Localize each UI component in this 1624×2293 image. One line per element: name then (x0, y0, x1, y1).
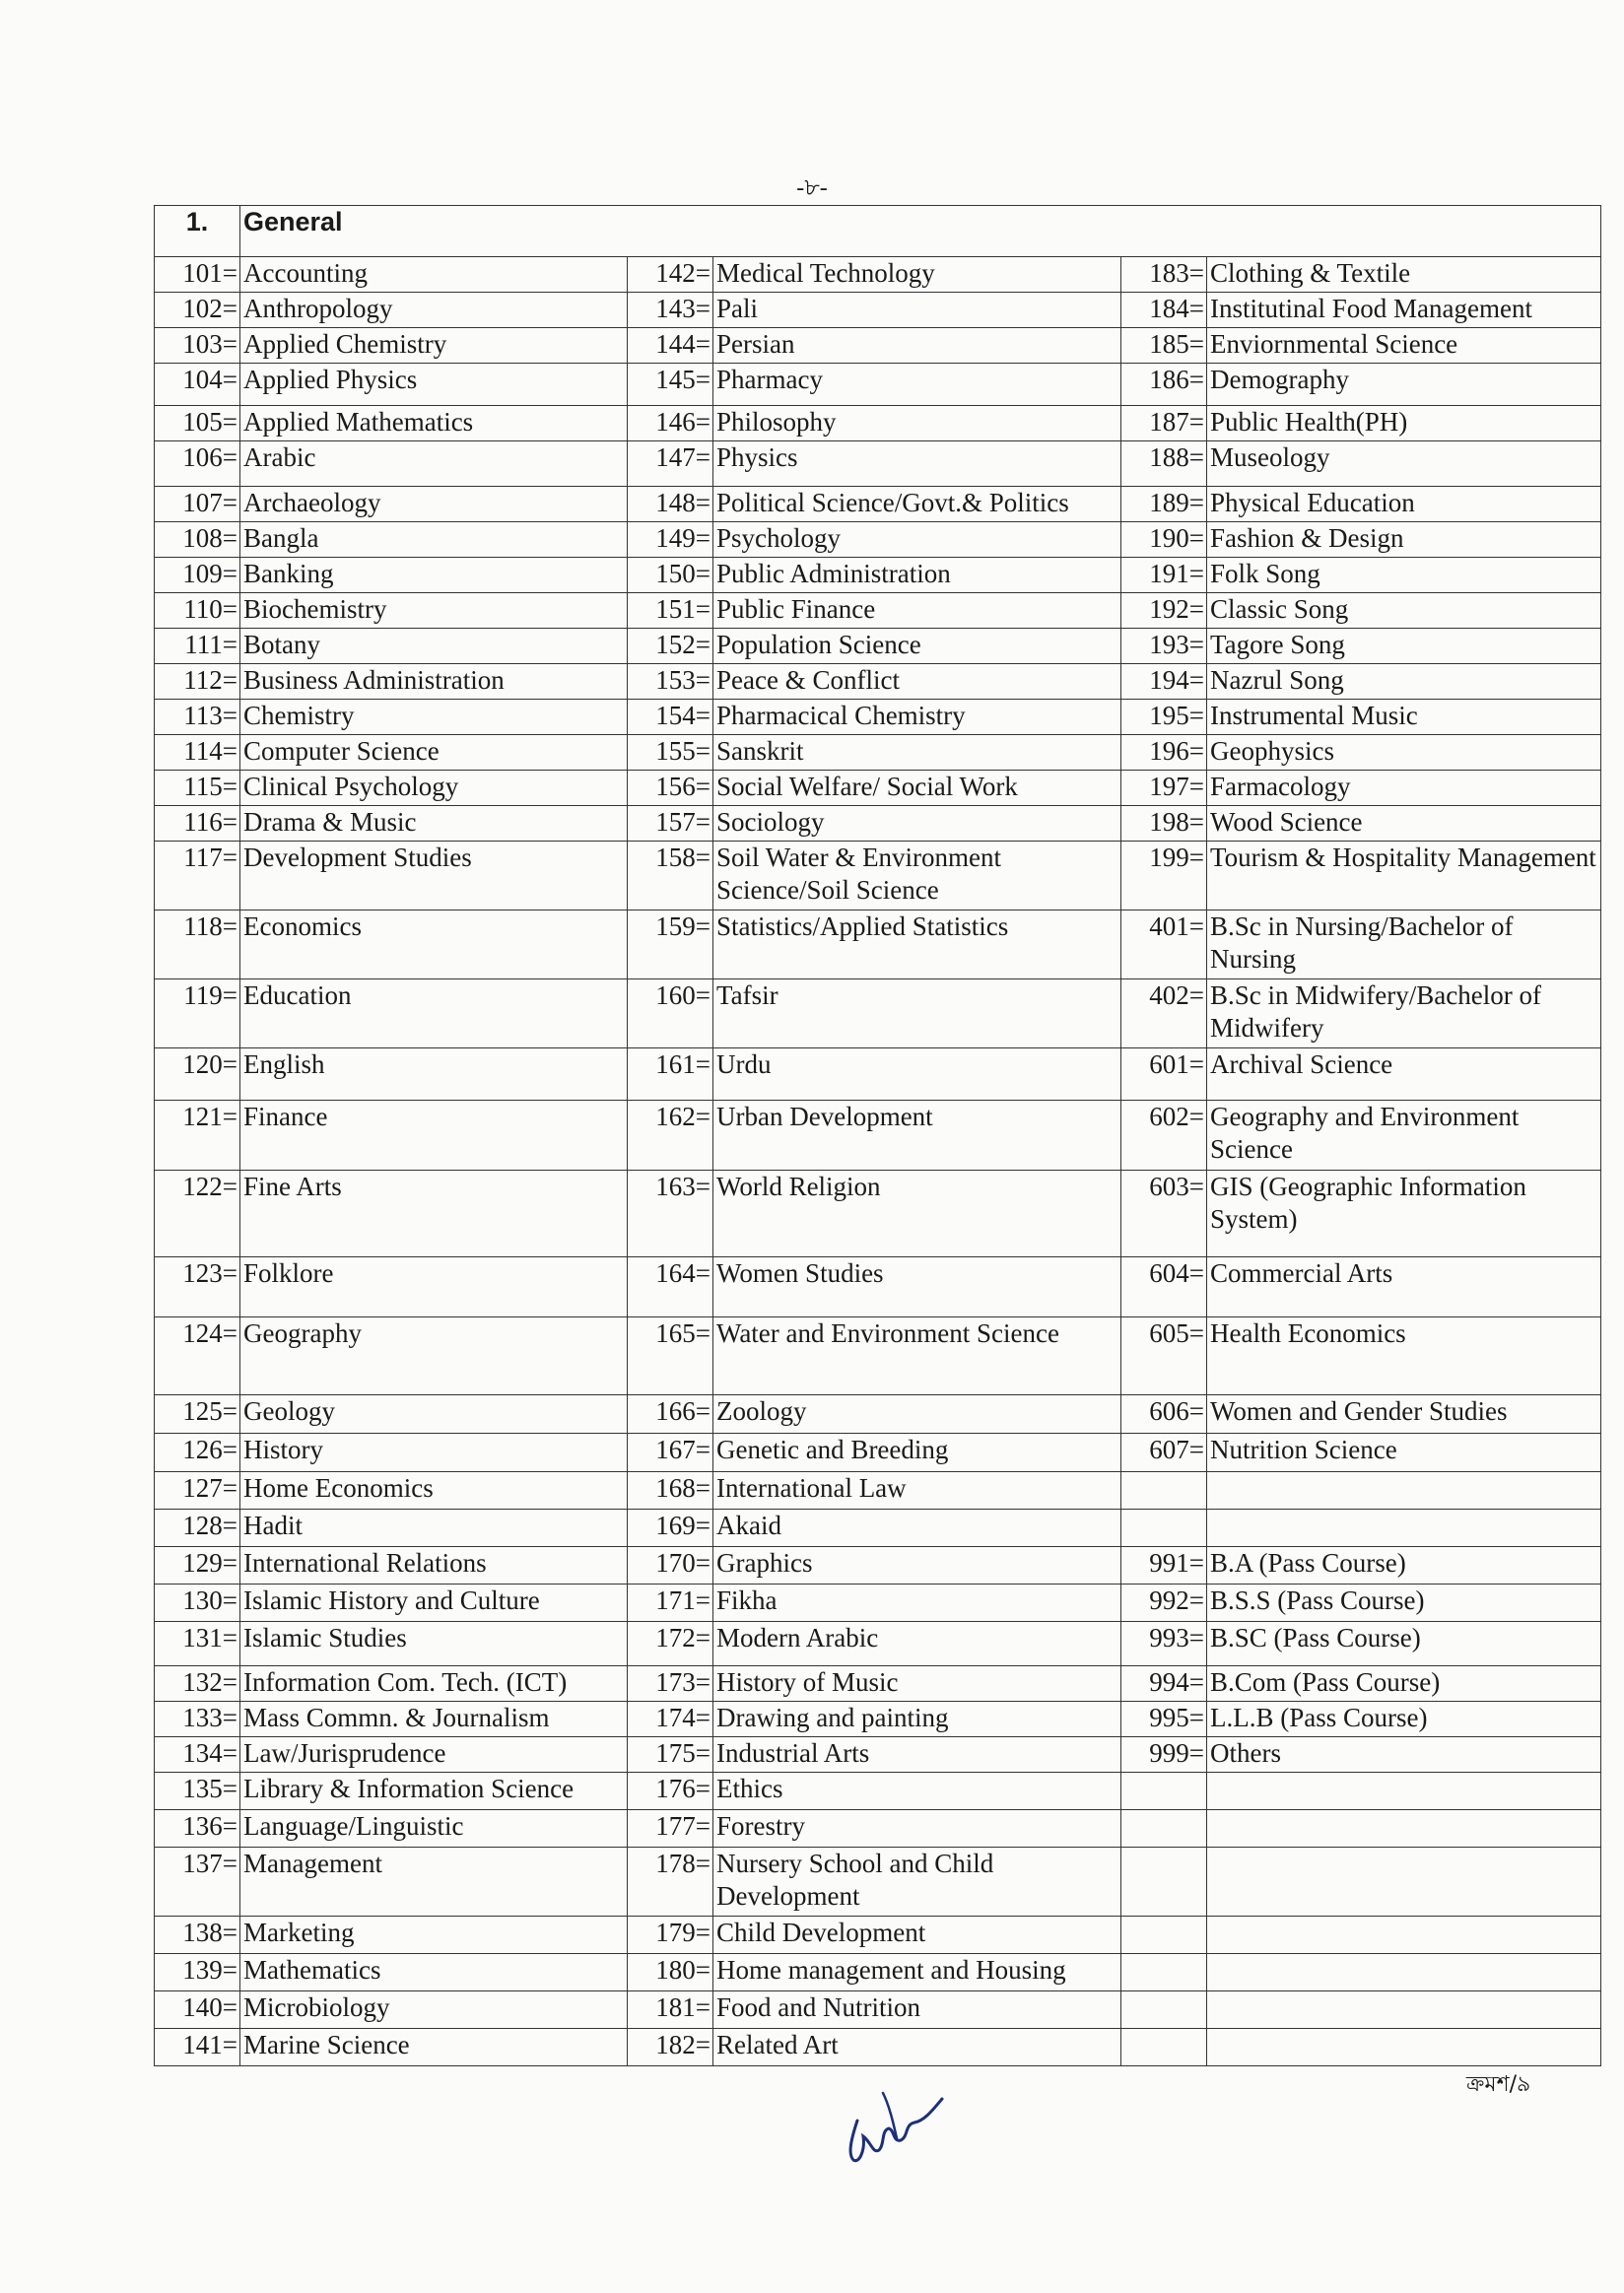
subject-name: Geography and Environment Science (1207, 1101, 1601, 1171)
continued-label: ক্রমশ/৯ (1466, 2072, 1531, 2097)
subject-code: 127= (155, 1472, 240, 1510)
subject-code: 192= (1121, 593, 1207, 629)
subject-name: L.L.B (Pass Course) (1207, 1702, 1601, 1737)
table-row (155, 1810, 1601, 1848)
signature-icon (844, 2081, 952, 2170)
table-row (155, 1547, 1601, 1585)
table-row (155, 2029, 1601, 2066)
subject-name: International Law (713, 1472, 1121, 1510)
subject-name: Forestry (713, 1810, 1121, 1848)
subject-name: Clothing & Textile (1207, 257, 1601, 293)
subject-name: Classic Song (1207, 593, 1601, 629)
subject-name: Nursery School and Child Development (713, 1848, 1121, 1917)
subject-name: Islamic Studies (240, 1622, 628, 1666)
subject-code: 120= (155, 1048, 240, 1101)
subject-name: Pharmacy (713, 364, 1121, 406)
table-row (155, 1917, 1601, 1954)
subject-name: Arabic (240, 441, 628, 487)
subject-name: Applied Physics (240, 364, 628, 406)
subject-code: 401= (1121, 910, 1207, 979)
subject-code: 171= (628, 1585, 713, 1622)
table-row (155, 1702, 1601, 1737)
subject-code: 162= (628, 1101, 713, 1171)
subject-code: 101= (155, 257, 240, 293)
subject-code: 176= (628, 1773, 713, 1810)
subject-name: Mass Commn. & Journalism (240, 1702, 628, 1737)
table-row (155, 328, 1601, 364)
section-header-filler (628, 206, 1601, 257)
table-row (155, 910, 1601, 979)
subject-name: Urdu (713, 1048, 1121, 1101)
subject-code: 170= (628, 1547, 713, 1585)
subject-code: 195= (1121, 700, 1207, 735)
subject-code (1121, 1991, 1207, 2029)
subject-name: Enviornmental Science (1207, 328, 1601, 364)
subject-code: 138= (155, 1917, 240, 1954)
table-row (155, 1472, 1601, 1510)
table-row (155, 1257, 1601, 1317)
subject-name: Drama & Music (240, 806, 628, 842)
subject-code: 125= (155, 1395, 240, 1434)
section-header-row (155, 206, 1601, 257)
subject-code: 190= (1121, 522, 1207, 558)
table-row (155, 1101, 1601, 1171)
subject-name: Genetic and Breeding (713, 1434, 1121, 1472)
subject-name: Fine Arts (240, 1171, 628, 1257)
subject-name: Public Finance (713, 593, 1121, 629)
subject-name: Tafsir (713, 979, 1121, 1048)
subject-code: 161= (628, 1048, 713, 1101)
subject-code: 177= (628, 1810, 713, 1848)
subject-code: 112= (155, 664, 240, 700)
subject-code: 135= (155, 1773, 240, 1810)
subject-code: 106= (155, 441, 240, 487)
subject-code: 181= (628, 1991, 713, 2029)
subject-code: 140= (155, 1991, 240, 2029)
subject-name: Drawing and painting (713, 1702, 1121, 1737)
subject-code: 995= (1121, 1702, 1207, 1737)
subject-name: Psychology (713, 522, 1121, 558)
subject-name: Nazrul Song (1207, 664, 1601, 700)
subject-code: 132= (155, 1666, 240, 1702)
subject-name: Water and Environment Science (713, 1317, 1121, 1395)
subject-code: 119= (155, 979, 240, 1048)
subject-name: Accounting (240, 257, 628, 293)
subject-name: Computer Science (240, 735, 628, 771)
table-row (155, 1622, 1601, 1666)
subject-code: 173= (628, 1666, 713, 1702)
subject-name: Archaeology (240, 487, 628, 522)
subject-name: Medical Technology (713, 257, 1121, 293)
subject-name: GIS (Geographic Information System) (1207, 1171, 1601, 1257)
subject-name: Ethics (713, 1773, 1121, 1810)
table-row (155, 1048, 1601, 1101)
subject-code: 148= (628, 487, 713, 522)
subject-code: 117= (155, 842, 240, 910)
table-row (155, 1954, 1601, 1991)
subject-code: 146= (628, 406, 713, 441)
subject-code: 114= (155, 735, 240, 771)
subject-name: Peace & Conflict (713, 664, 1121, 700)
table-row (155, 1510, 1601, 1547)
subject-name: Statistics/Applied Statistics (713, 910, 1121, 979)
subject-code: 179= (628, 1917, 713, 1954)
table-row (155, 1848, 1601, 1917)
subject-code: 126= (155, 1434, 240, 1472)
subject-code: 164= (628, 1257, 713, 1317)
subject-name: Folklore (240, 1257, 628, 1317)
subject-name: Akaid (713, 1510, 1121, 1547)
subject-name: Islamic History and Culture (240, 1585, 628, 1622)
subject-code: 169= (628, 1510, 713, 1547)
subject-rows (155, 257, 1601, 2066)
subject-code (1121, 1510, 1207, 1547)
subject-name (1207, 1991, 1601, 2029)
subject-code: 150= (628, 558, 713, 593)
subject-code: 193= (1121, 629, 1207, 664)
table-row (155, 257, 1601, 293)
subject-code: 166= (628, 1395, 713, 1434)
table-row (155, 1737, 1601, 1773)
subject-name: Mathematics (240, 1954, 628, 1991)
subject-code: 134= (155, 1737, 240, 1773)
subject-name: Chemistry (240, 700, 628, 735)
subject-code: 402= (1121, 979, 1207, 1048)
subject-name: Library & Information Science (240, 1773, 628, 1810)
subject-name: Child Development (713, 1917, 1121, 1954)
subject-name: International Relations (240, 1547, 628, 1585)
subject-code: 191= (1121, 558, 1207, 593)
subject-name: B.A (Pass Course) (1207, 1547, 1601, 1585)
subject-name: History (240, 1434, 628, 1472)
subject-code: 108= (155, 522, 240, 558)
subject-name: Women and Gender Studies (1207, 1395, 1601, 1434)
subject-code: 183= (1121, 257, 1207, 293)
subject-name: Commercial Arts (1207, 1257, 1601, 1317)
subject-name: Zoology (713, 1395, 1121, 1434)
subject-code: 159= (628, 910, 713, 979)
subject-name: Public Health(PH) (1207, 406, 1601, 441)
section-number: 1. (155, 206, 240, 257)
subject-name: History of Music (713, 1666, 1121, 1702)
subject-name: Tagore Song (1207, 629, 1601, 664)
subject-code: 194= (1121, 664, 1207, 700)
table-row (155, 771, 1601, 806)
subject-code: 103= (155, 328, 240, 364)
table-row (155, 1171, 1601, 1257)
subject-name: World Religion (713, 1171, 1121, 1257)
subject-name: Education (240, 979, 628, 1048)
subject-name: Modern Arabic (713, 1622, 1121, 1666)
subject-name: Physical Education (1207, 487, 1601, 522)
subject-name: Biochemistry (240, 593, 628, 629)
subject-name: Urban Development (713, 1101, 1121, 1171)
subject-name: Instrumental Music (1207, 700, 1601, 735)
subject-name: English (240, 1048, 628, 1101)
subject-code: 152= (628, 629, 713, 664)
subject-name: Management (240, 1848, 628, 1917)
subject-code: 185= (1121, 328, 1207, 364)
subject-code: 197= (1121, 771, 1207, 806)
subject-code (1121, 1472, 1207, 1510)
table-row (155, 487, 1601, 522)
subject-name: Nutrition Science (1207, 1434, 1601, 1472)
subject-name: Philosophy (713, 406, 1121, 441)
subject-name: Public Administration (713, 558, 1121, 593)
subject-code: 109= (155, 558, 240, 593)
subject-name: Population Science (713, 629, 1121, 664)
subject-name: Law/Jurisprudence (240, 1737, 628, 1773)
subject-code: 149= (628, 522, 713, 558)
subject-name (1207, 1810, 1601, 1848)
subject-code: 157= (628, 806, 713, 842)
subject-name: Geophysics (1207, 735, 1601, 771)
subject-code: 198= (1121, 806, 1207, 842)
subject-name (1207, 1917, 1601, 1954)
subject-name: B.S.S (Pass Course) (1207, 1585, 1601, 1622)
subject-name: Information Com. Tech. (ICT) (240, 1666, 628, 1702)
subject-code: 123= (155, 1257, 240, 1317)
subject-name: Food and Nutrition (713, 1991, 1121, 2029)
subject-code: 154= (628, 700, 713, 735)
subject-name (1207, 1848, 1601, 1917)
table-row (155, 1773, 1601, 1810)
subject-code: 168= (628, 1472, 713, 1510)
subject-code: 180= (628, 1954, 713, 1991)
page-number: -৮- (796, 175, 828, 201)
subject-name (1207, 1510, 1601, 1547)
subject-code: 142= (628, 257, 713, 293)
subject-code: 605= (1121, 1317, 1207, 1395)
subject-code (1121, 1773, 1207, 1810)
table-row (155, 558, 1601, 593)
subject-code: 124= (155, 1317, 240, 1395)
subject-name: Pali (713, 293, 1121, 328)
table-row (155, 1666, 1601, 1702)
subject-code: 184= (1121, 293, 1207, 328)
table-row (155, 700, 1601, 735)
subject-code (1121, 1848, 1207, 1917)
table-row (155, 1317, 1601, 1395)
subject-name: Sanskrit (713, 735, 1121, 771)
subject-name (1207, 1773, 1601, 1810)
subject-name: Demography (1207, 364, 1601, 406)
subject-name: Social Welfare/ Social Work (713, 771, 1121, 806)
table-row (155, 593, 1601, 629)
subject-name: Anthropology (240, 293, 628, 328)
subject-code: 606= (1121, 1395, 1207, 1434)
subject-name: Finance (240, 1101, 628, 1171)
subject-code (1121, 2029, 1207, 2066)
subject-code: 133= (155, 1702, 240, 1737)
subject-code (1121, 1917, 1207, 1954)
subject-code: 992= (1121, 1585, 1207, 1622)
subject-name: Soil Water & Environment Science/Soil Science (713, 842, 1121, 910)
subject-code: 110= (155, 593, 240, 629)
subject-name: Wood Science (1207, 806, 1601, 842)
subject-code: 128= (155, 1510, 240, 1547)
subject-name: Physics (713, 441, 1121, 487)
subject-code: 118= (155, 910, 240, 979)
subject-name (1207, 2029, 1601, 2066)
subject-code: 158= (628, 842, 713, 910)
subject-name: Museology (1207, 441, 1601, 487)
subject-name: Banking (240, 558, 628, 593)
subject-code: 155= (628, 735, 713, 771)
subject-name: Graphics (713, 1547, 1121, 1585)
table-row (155, 979, 1601, 1048)
subject-code (1121, 1954, 1207, 1991)
subject-code: 107= (155, 487, 240, 522)
subject-name: Related Art (713, 2029, 1121, 2066)
subject-name: Pharmacical Chemistry (713, 700, 1121, 735)
subject-code: 174= (628, 1702, 713, 1737)
table-row (155, 1434, 1601, 1472)
subject-code: 993= (1121, 1622, 1207, 1666)
subject-code: 141= (155, 2029, 240, 2066)
table-row (155, 441, 1601, 487)
subject-name: Development Studies (240, 842, 628, 910)
subject-code: 116= (155, 806, 240, 842)
subject-name: B.Sc in Midwifery/Bachelor of Midwifery (1207, 979, 1601, 1048)
subject-name: Clinical Psychology (240, 771, 628, 806)
subject-name: Folk Song (1207, 558, 1601, 593)
subject-code: 131= (155, 1622, 240, 1666)
table-row (155, 664, 1601, 700)
subject-code-table (154, 205, 1601, 2066)
subject-code: 104= (155, 364, 240, 406)
table-row (155, 629, 1601, 664)
subject-code: 994= (1121, 1666, 1207, 1702)
subject-name: Political Science/Govt.& Politics (713, 487, 1121, 522)
subject-code: 604= (1121, 1257, 1207, 1317)
subject-code: 153= (628, 664, 713, 700)
subject-code: 182= (628, 2029, 713, 2066)
subject-code: 999= (1121, 1737, 1207, 1773)
subject-name: B.SC (Pass Course) (1207, 1622, 1601, 1666)
subject-code: 102= (155, 293, 240, 328)
table-row (155, 1395, 1601, 1434)
table-row (155, 406, 1601, 441)
subject-name: Marine Science (240, 2029, 628, 2066)
table-row (155, 1585, 1601, 1622)
subject-name: Sociology (713, 806, 1121, 842)
subject-code: 189= (1121, 487, 1207, 522)
subject-name: Business Administration (240, 664, 628, 700)
subject-name: Fashion & Design (1207, 522, 1601, 558)
subject-name: Applied Mathematics (240, 406, 628, 441)
subject-code: 139= (155, 1954, 240, 1991)
subject-code: 143= (628, 293, 713, 328)
subject-code: 603= (1121, 1171, 1207, 1257)
table-row (155, 1991, 1601, 2029)
subject-code: 156= (628, 771, 713, 806)
subject-code: 105= (155, 406, 240, 441)
subject-name: Economics (240, 910, 628, 979)
subject-code: 601= (1121, 1048, 1207, 1101)
subject-name: Fikha (713, 1585, 1121, 1622)
subject-name: Bangla (240, 522, 628, 558)
subject-name: Institutinal Food Management (1207, 293, 1601, 328)
subject-name: Marketing (240, 1917, 628, 1954)
subject-code: 602= (1121, 1101, 1207, 1171)
subject-code: 111= (155, 629, 240, 664)
subject-name: Home management and Housing (713, 1954, 1121, 1991)
table-row (155, 364, 1601, 406)
subject-code: 188= (1121, 441, 1207, 487)
subject-name: Microbiology (240, 1991, 628, 2029)
subject-code: 165= (628, 1317, 713, 1395)
subject-code: 122= (155, 1171, 240, 1257)
subject-code: 129= (155, 1547, 240, 1585)
table-row (155, 735, 1601, 771)
subject-name (1207, 1954, 1601, 1991)
subject-name (1207, 1472, 1601, 1510)
subject-code: 187= (1121, 406, 1207, 441)
subject-code: 172= (628, 1622, 713, 1666)
subject-name: Others (1207, 1737, 1601, 1773)
subject-code: 186= (1121, 364, 1207, 406)
table-row (155, 806, 1601, 842)
subject-code: 991= (1121, 1547, 1207, 1585)
subject-name: Botany (240, 629, 628, 664)
subject-code: 137= (155, 1848, 240, 1917)
subject-code: 160= (628, 979, 713, 1048)
subject-name: B.Sc in Nursing/Bachelor of Nursing (1207, 910, 1601, 979)
subject-code (1121, 1810, 1207, 1848)
subject-name: Women Studies (713, 1257, 1121, 1317)
subject-name: Industrial Arts (713, 1737, 1121, 1773)
subject-code: 145= (628, 364, 713, 406)
subject-code: 178= (628, 1848, 713, 1917)
section-title: General (240, 206, 628, 257)
subject-code: 175= (628, 1737, 713, 1773)
subject-code: 136= (155, 1810, 240, 1848)
subject-code: 607= (1121, 1434, 1207, 1472)
subject-name: Health Economics (1207, 1317, 1601, 1395)
table-row (155, 293, 1601, 328)
subject-name: Home Economics (240, 1472, 628, 1510)
subject-name: Farmacology (1207, 771, 1601, 806)
subject-code: 167= (628, 1434, 713, 1472)
subject-name: Geology (240, 1395, 628, 1434)
subject-code: 147= (628, 441, 713, 487)
subject-code: 163= (628, 1171, 713, 1257)
subject-code: 115= (155, 771, 240, 806)
subject-code: 199= (1121, 842, 1207, 910)
subject-code: 113= (155, 700, 240, 735)
table-row (155, 842, 1601, 910)
subject-code: 130= (155, 1585, 240, 1622)
subject-name: Archival Science (1207, 1048, 1601, 1101)
subject-name: Applied Chemistry (240, 328, 628, 364)
subject-name: Persian (713, 328, 1121, 364)
table-row (155, 522, 1601, 558)
subject-code: 144= (628, 328, 713, 364)
subject-code: 151= (628, 593, 713, 629)
subject-code: 121= (155, 1101, 240, 1171)
subject-code: 196= (1121, 735, 1207, 771)
subject-name: Geography (240, 1317, 628, 1395)
subject-name: B.Com (Pass Course) (1207, 1666, 1601, 1702)
subject-name: Tourism & Hospitality Management (1207, 842, 1601, 910)
subject-name: Language/Linguistic (240, 1810, 628, 1848)
subject-name: Hadit (240, 1510, 628, 1547)
